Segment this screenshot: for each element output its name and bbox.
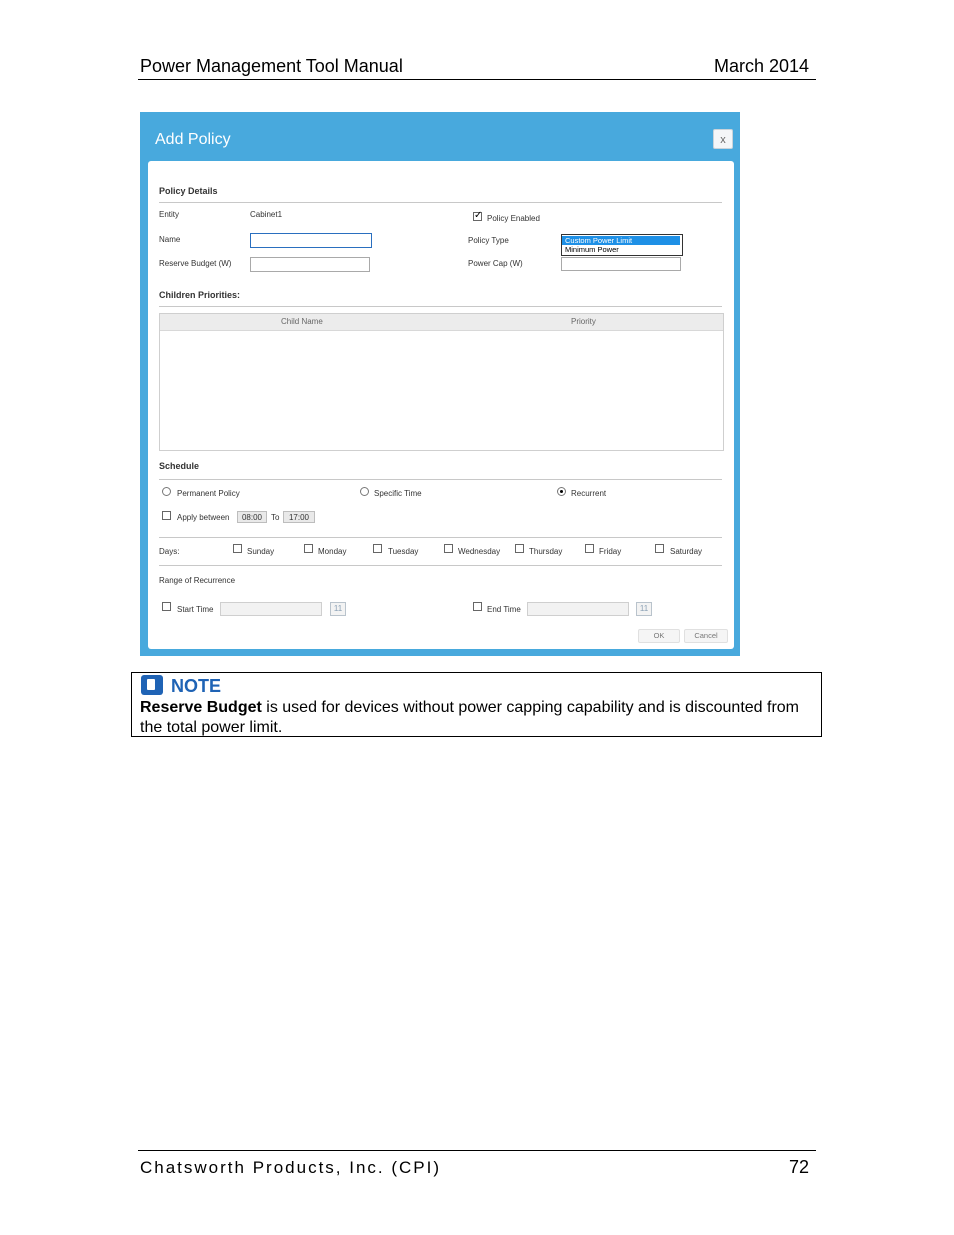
saturday-label: Saturday — [670, 547, 703, 556]
entity-label: Entity — [159, 210, 180, 219]
footer-company: Chatsworth Products, Inc. (CPI) — [140, 1158, 442, 1177]
note-text — [140, 698, 816, 738]
start-time-label: Start Time — [177, 605, 214, 614]
footer-rule — [138, 1150, 816, 1151]
policy-enabled-checkbox[interactable] — [473, 212, 482, 221]
header-rule — [138, 79, 816, 80]
add-policy-dialog — [140, 112, 740, 656]
note-heading: NOTE — [171, 676, 222, 696]
start-time-field[interactable] — [220, 602, 322, 616]
calendar-icon[interactable]: 11 — [330, 602, 346, 616]
policy-type-listbox[interactable] — [561, 234, 683, 256]
recurrent-label: Recurrent — [571, 489, 607, 498]
thursday-checkbox[interactable] — [515, 544, 524, 553]
monday-label: Monday — [318, 547, 347, 556]
sunday-checkbox[interactable] — [233, 544, 242, 553]
tuesday-checkbox[interactable] — [373, 544, 382, 553]
divider — [159, 565, 722, 566]
manual-title: Power Management Tool Manual — [140, 56, 403, 76]
policy-type-option[interactable]: Minimum Power — [565, 245, 619, 254]
schedule-heading: Schedule — [159, 461, 200, 471]
dialog-title: Add Policy — [155, 131, 231, 148]
specific-time-label: Specific Time — [374, 489, 422, 498]
saturday-checkbox[interactable] — [655, 544, 664, 553]
range-of-recurrence-heading: Range of Recurrence — [159, 576, 236, 585]
thursday-label: Thursday — [529, 547, 563, 556]
days-label: Days: — [159, 547, 180, 556]
close-button[interactable]: x — [713, 129, 733, 149]
name-field[interactable] — [250, 233, 372, 248]
tuesday-label: Tuesday — [388, 547, 419, 556]
monday-checkbox[interactable] — [304, 544, 313, 553]
policy-type-option[interactable]: Custom Power Limit — [562, 236, 680, 245]
apply-between-label: Apply between — [177, 513, 230, 522]
end-time-field[interactable] — [527, 602, 629, 616]
from-time-field[interactable]: 08:00 — [237, 511, 267, 523]
divider — [159, 537, 722, 538]
permanent-policy-label: Permanent Policy — [177, 489, 240, 498]
divider — [159, 479, 722, 480]
to-time-field[interactable]: 17:00 — [283, 511, 315, 523]
reserve-budget-label: Reserve Budget (W) — [159, 259, 232, 268]
divider — [159, 202, 722, 203]
dialog-body — [148, 161, 734, 649]
permanent-policy-radio[interactable] — [162, 487, 171, 496]
note-box — [131, 672, 822, 737]
page-number: 72 — [789, 1157, 810, 1177]
note-icon — [141, 675, 163, 695]
divider — [159, 306, 722, 307]
table-header — [160, 314, 723, 331]
apply-between-checkbox[interactable] — [162, 511, 171, 520]
reserve-budget-field[interactable] — [250, 257, 370, 272]
policy-details-heading: Policy Details — [159, 186, 218, 196]
wednesday-checkbox[interactable] — [444, 544, 453, 553]
column-header-child-name[interactable]: Child Name — [281, 317, 323, 326]
cancel-button[interactable]: Cancel — [684, 629, 728, 643]
name-label: Name — [159, 235, 181, 244]
wednesday-label: Wednesday — [458, 547, 501, 556]
policy-type-label: Policy Type — [468, 236, 509, 245]
to-label: To — [271, 513, 280, 522]
column-header-priority[interactable]: Priority — [571, 317, 596, 326]
sunday-label: Sunday — [247, 547, 275, 556]
entity-value: Cabinet1 — [250, 210, 283, 219]
calendar-icon[interactable]: 11 — [636, 602, 652, 616]
children-priorities-heading: Children Priorities: — [159, 290, 241, 300]
friday-checkbox[interactable] — [585, 544, 594, 553]
manual-date: March 2014 — [714, 56, 810, 76]
specific-time-radio[interactable] — [360, 487, 369, 496]
note-body: is used for devices without power capping capability and is discounted from the total power limit. — [140, 699, 800, 736]
end-time-checkbox[interactable] — [473, 602, 482, 611]
start-time-checkbox[interactable] — [162, 602, 171, 611]
friday-label: Friday — [599, 547, 622, 556]
recurrent-radio[interactable] — [557, 487, 566, 496]
power-cap-label: Power Cap (W) — [468, 259, 523, 268]
policy-enabled-label: Policy Enabled — [487, 214, 540, 223]
note-bold-term: Reserve Budget — [140, 699, 262, 716]
power-cap-field[interactable] — [561, 257, 681, 271]
end-time-label: End Time — [487, 605, 521, 614]
children-priorities-table — [159, 313, 724, 451]
ok-button[interactable]: OK — [638, 629, 680, 643]
